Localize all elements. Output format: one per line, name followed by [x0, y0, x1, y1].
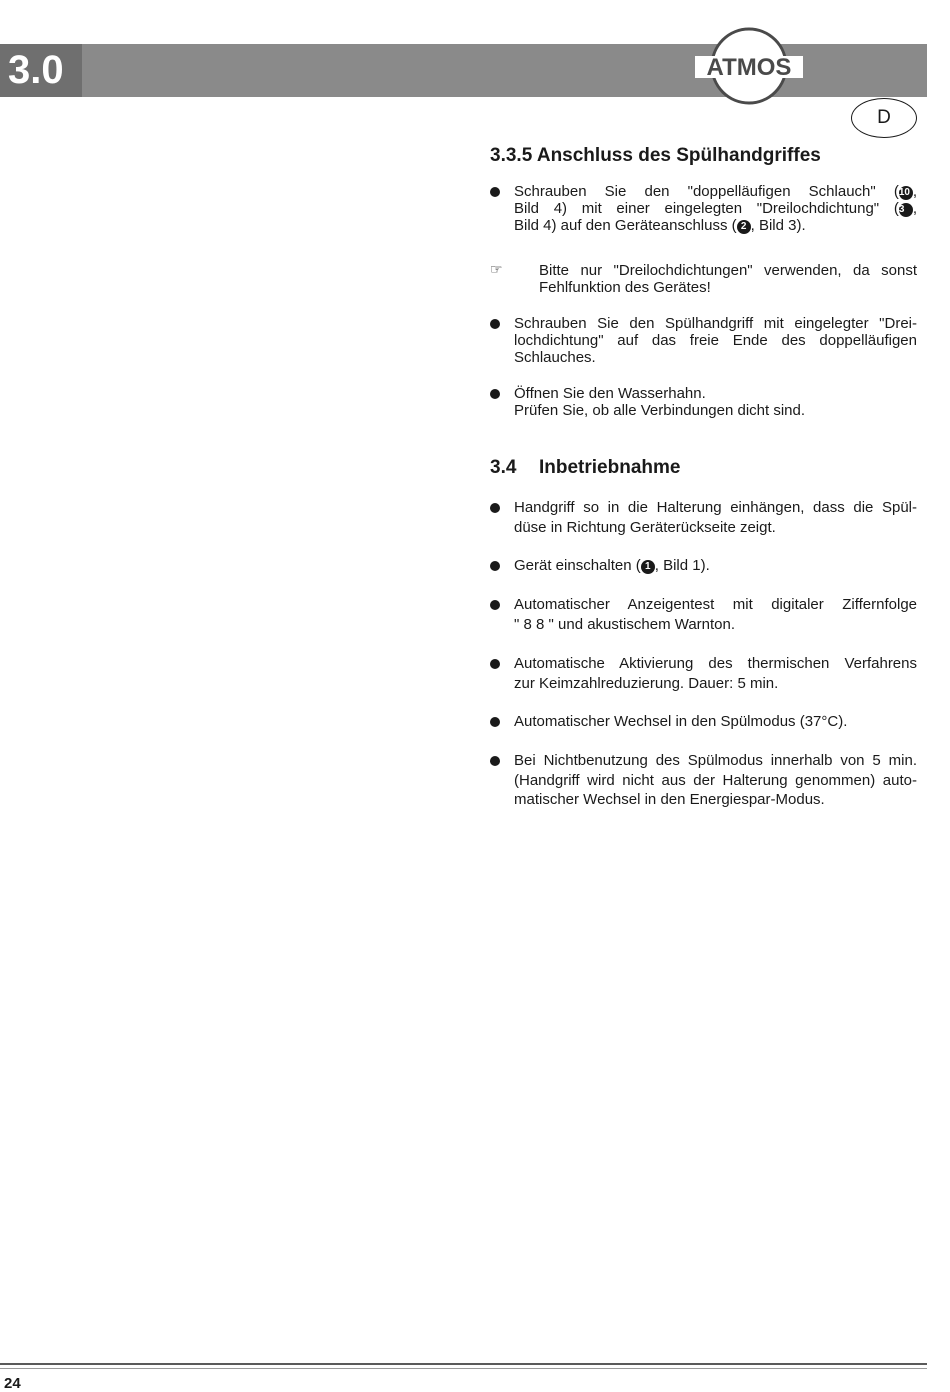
section-heading-34 [490, 457, 680, 479]
text-line: Öffnen Sie den Wasserhahn. [514, 385, 706, 402]
number-badge-icon: 2 [737, 220, 751, 234]
text-line: " 8 8 " und akustischem Warnton. [514, 615, 736, 633]
chapter-number: 3.0 [0, 44, 82, 97]
section-heading-335 [490, 145, 821, 167]
text-line: zur Keimzahlreduzierung. Dauer: 5 min. [514, 674, 779, 692]
text-line: lochdichtung" auf das freie Ende des doppelläufigen [514, 332, 917, 349]
text-line: Schrauben Sie den Spülhandgriff mit eingelegter "Drei- [514, 315, 917, 332]
language-badge: D [851, 98, 917, 138]
atmos-logo [693, 26, 805, 106]
text-line: Schrauben Sie den "doppelläufigen Schlauch" (10 , [514, 183, 917, 200]
list-item [490, 751, 917, 810]
bullet-icon [490, 600, 500, 610]
bullet-icon [490, 503, 500, 513]
number-badge-icon: 3 [899, 203, 913, 217]
text-line: Bild 4) mit einer eingelegten "Dreilochdichtung" (3 , [514, 200, 917, 217]
text-line: Handgriff so in die Halterung einhängen, dass die Spül- [514, 499, 917, 516]
bullet-icon [490, 659, 500, 669]
list-item [490, 712, 917, 732]
list-item [490, 654, 917, 693]
list-item [490, 595, 917, 634]
number-badge-icon: 1 [641, 560, 655, 574]
bullet-icon [490, 561, 500, 571]
list-item [490, 385, 917, 419]
text-line: düse in Richtung Geräterückseite zeigt. [514, 518, 776, 536]
text-line: Prüfen Sie, ob alle Verbindungen dicht sind. [514, 402, 806, 419]
number-badge-icon: 10 [899, 186, 913, 200]
note-text: Bitte nur "Dreilochdichtungen" verwenden, da sonst Fehlfunktion des Gerätes! [539, 262, 917, 296]
text-line: Automatische Aktivierung des thermischen Verfahrens [514, 655, 917, 672]
section-number: 3.4 [490, 457, 517, 478]
list-item [490, 556, 917, 576]
text-line: Bei Nichtbenutzung des Spülmodus innerhalb von 5 min. [514, 752, 917, 769]
logo-wordmark: ATMOS [706, 54, 792, 81]
list-item [490, 315, 917, 366]
bullet-icon [490, 389, 500, 399]
bullet-icon [490, 756, 500, 766]
section-number: 3.3.5 [490, 145, 533, 166]
footer-divider [0, 1363, 927, 1365]
text-line: Automatischer Anzeigentest mit digitaler Ziffernfolge [514, 596, 917, 613]
text-line: matischer Wechsel in den Energiespar-Modus. [514, 791, 825, 808]
bullet-icon [490, 187, 500, 197]
text-line: Bild 4) auf den Geräteanschluss ( 2 , Bild 3). [514, 217, 806, 234]
page-number: 24 [4, 1375, 21, 1392]
note-item [490, 262, 917, 296]
section-title: Anschluss des Spülhandgriffes [536, 145, 821, 166]
text-line: Automatischer Wechsel in den Spülmodus (37°C). [514, 713, 848, 730]
bullet-icon [490, 319, 500, 329]
list-item [490, 183, 917, 234]
footer-divider [0, 1368, 927, 1369]
text-line: Gerät einschalten ( 1 , Bild 1). [514, 557, 710, 574]
section-title: Inbetriebnahme [539, 457, 681, 478]
text-line: Schlauches. [514, 349, 596, 366]
bullet-icon [490, 717, 500, 727]
text-line: (Handgriff wird nicht aus der Halterung genommen) auto- [514, 771, 917, 789]
pointing-hand-icon: ☞ [490, 262, 503, 278]
list-item [490, 498, 917, 537]
